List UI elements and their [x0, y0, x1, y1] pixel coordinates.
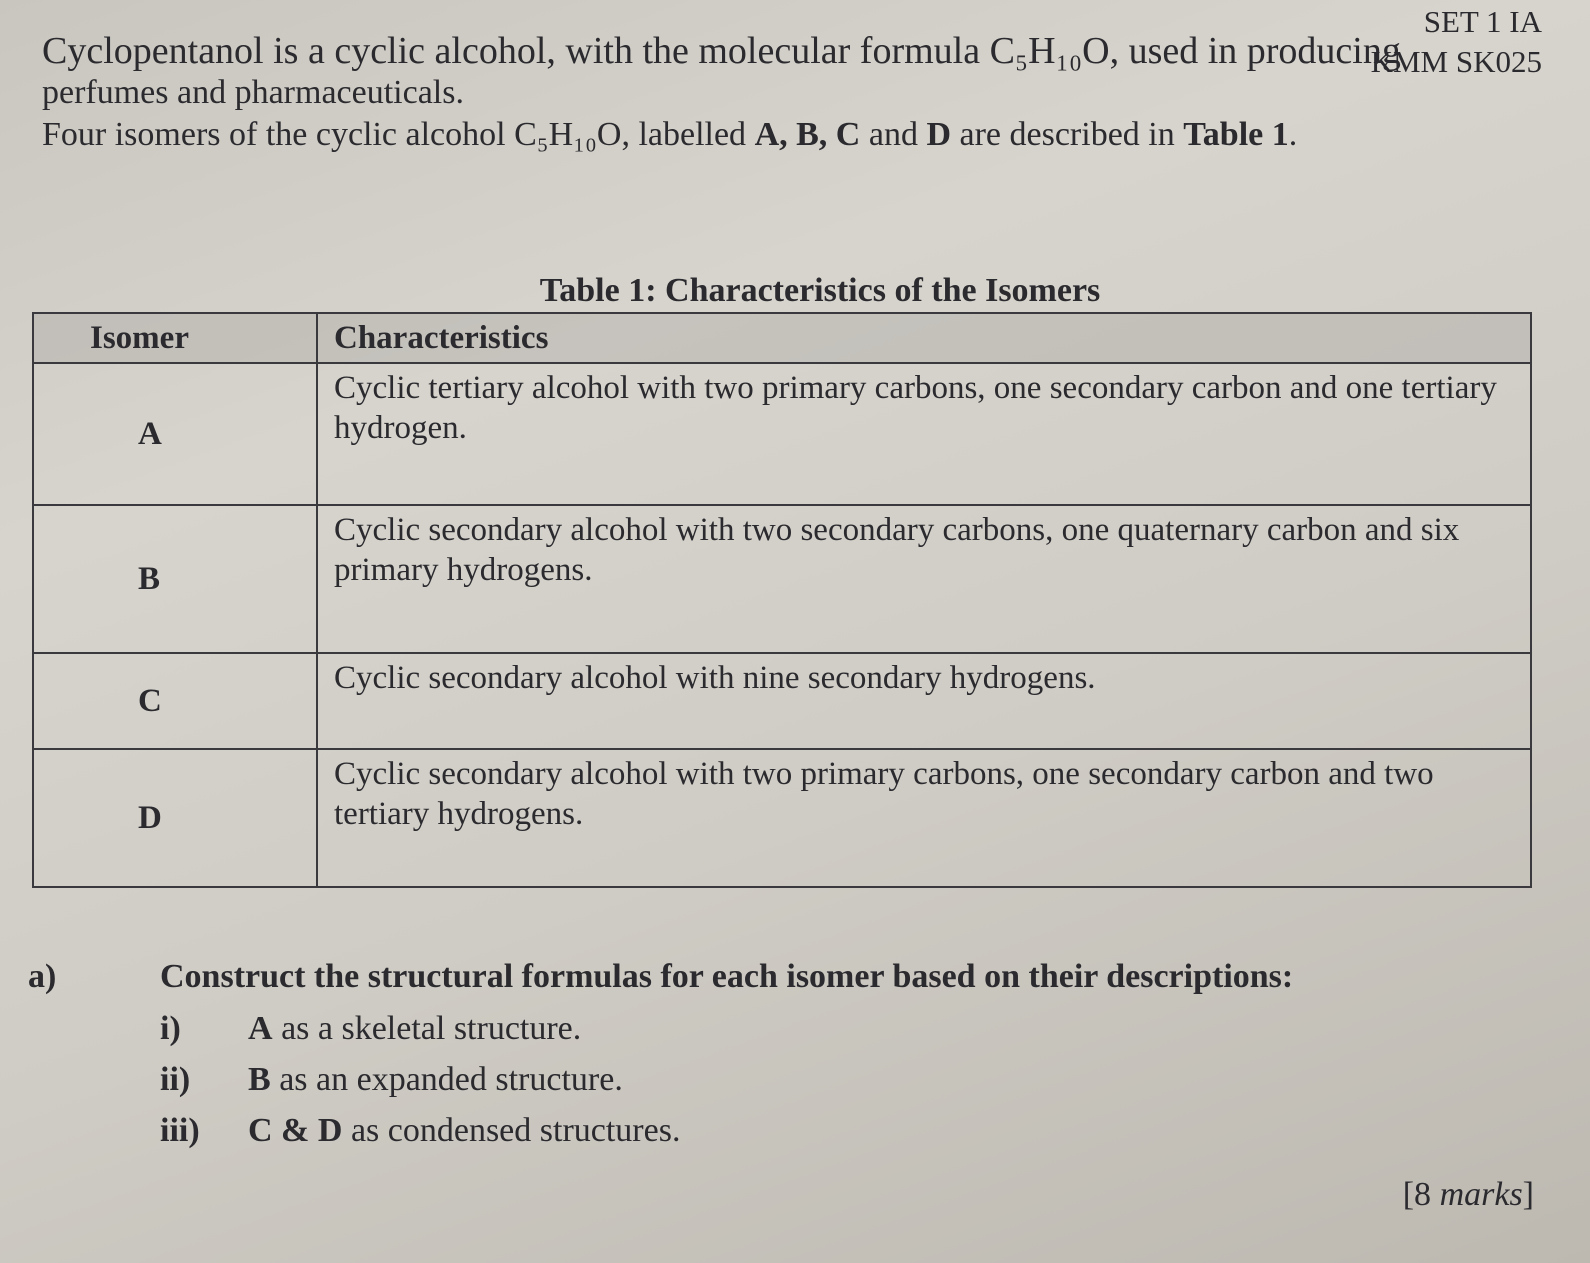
marks-label	[1403, 1176, 1534, 1214]
marks-close: ]	[1522, 1176, 1534, 1213]
isomer-label: A	[33, 363, 317, 505]
intro-line-3-end: .	[1288, 116, 1298, 153]
sub-question-isomer: A	[248, 1010, 273, 1047]
sub-question-text	[248, 1106, 680, 1156]
table-title: Table 1: Characteristics of the Isomers	[539, 272, 1101, 309]
isomers-table	[32, 312, 1532, 888]
intro-line-3-table-ref: Table 1	[1183, 116, 1289, 153]
question-label: a)	[28, 958, 57, 995]
table-row	[33, 653, 1531, 749]
sub-question	[160, 1055, 1360, 1106]
intro-line-3-d: D	[926, 116, 952, 153]
isomer-characteristics: Cyclic secondary alcohol with two secondary carbons, one quaternary carbon and six primary hydrogens.	[317, 505, 1531, 653]
sub-question-number: ii)	[160, 1061, 191, 1098]
sub-question	[160, 1106, 1360, 1157]
intro-line-3-and: and	[860, 116, 927, 153]
header-characteristics: Characteristics	[317, 313, 1531, 363]
sub-question-isomer: C & D	[248, 1112, 343, 1149]
table-row	[33, 505, 1531, 653]
isomer-label: D	[33, 749, 317, 887]
intro-line-3-pre: Four isomers of the cyclic alcohol C₅H₁₀O, labelled	[42, 116, 755, 153]
isomer-characteristics: Cyclic secondary alcohol with nine secondary hydrogens.	[317, 653, 1531, 749]
sub-question-text	[248, 1004, 581, 1054]
intro-line-3-post: are described in	[951, 116, 1184, 153]
sub-question-rest: as a skeletal structure.	[272, 1010, 582, 1047]
intro-line-2: perfumes and pharmaceuticals.	[42, 74, 464, 111]
sub-question-isomer: B	[248, 1061, 271, 1098]
marks-word: marks	[1439, 1176, 1523, 1213]
sub-question-rest: as an expanded structure.	[270, 1061, 623, 1098]
isomer-characteristics: Cyclic secondary alcohol with two primary carbons, one secondary carbon and two tertiary hydrogens.	[317, 749, 1531, 887]
header-isomer: Isomer	[33, 313, 317, 363]
question-text: Construct the structural formulas for each isomer based on their descriptions:	[160, 958, 1294, 995]
isomer-label: C	[33, 653, 317, 749]
table-row	[33, 749, 1531, 887]
isomer-characteristics: Cyclic tertiary alcohol with two primary carbons, one secondary carbon and one tertiary hydrogen.	[317, 363, 1531, 505]
table-row	[33, 363, 1531, 505]
intro-paragraph	[42, 30, 1502, 156]
intro-line-3-labels: A, B, C	[754, 116, 861, 153]
sub-question-rest: as condensed structures.	[342, 1112, 681, 1149]
sub-question-text	[248, 1055, 623, 1105]
sub-question-list	[160, 1004, 1360, 1157]
intro-line-1: Cyclopentanol is a cyclic alcohol, with the molecular formula C₅H₁₀O, used in producing	[42, 30, 1401, 72]
isomer-label: B	[33, 505, 317, 653]
marks-open: [8	[1402, 1176, 1440, 1213]
course-code: KMM SK025	[1370, 44, 1542, 79]
sub-question-number: i)	[160, 1010, 181, 1047]
sub-question	[160, 1004, 1360, 1055]
sub-question-number: iii)	[160, 1112, 200, 1149]
intro-line-3	[42, 114, 1502, 156]
table-header-row	[33, 313, 1531, 363]
set-label: SET 1 IA	[1423, 4, 1542, 39]
